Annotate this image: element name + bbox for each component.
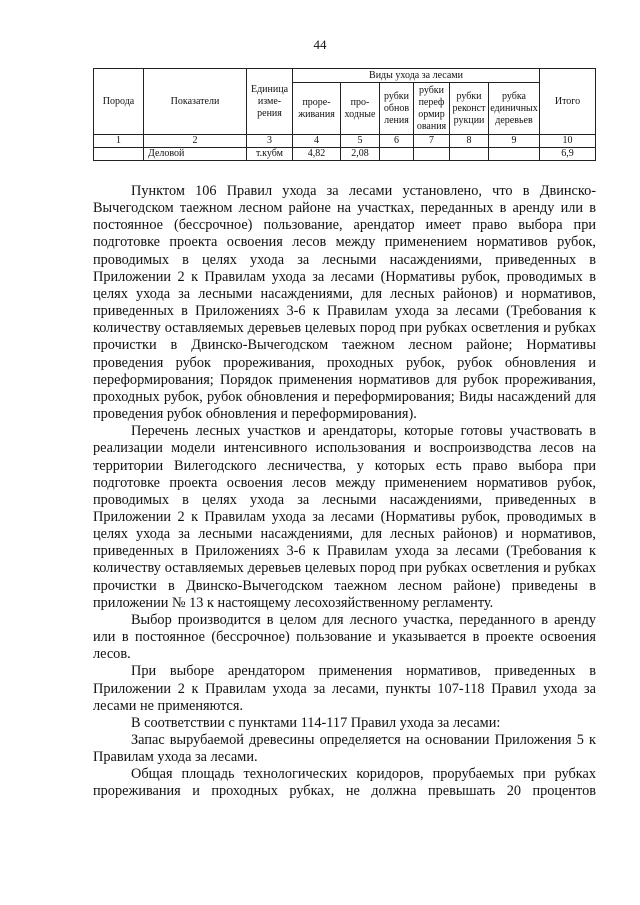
header-total: Итого (540, 69, 596, 135)
paragraph-rule-106: Пунктом 106 Правил ухода за лесами установлено, что в Двинско-Вычегодском таежном лесном районе на участках, переданных в аренду или в постоянное (бессрочное) пользование, арендатор имеет право выбора при подготовке проекта освоения лесов между применением нормативов рубок, проводимых в целях ухода за лесными насаждениями, приведенных в Приложении 2 к Правилам ухода за лесами (Нормативы рубок, проводимых в целях ухода за лесными насаждениями, для лесных районов) и нормативов, приведенных в Приложениях 3-6 к Правилам ухода за лесами (Требования к количеству оставляемых деревьев целевых пород при рубках осветления и рубках прочистки в Двинско-Вычегодском таежном лесном районе; Нормативы проведения рубок прореживания, проходных рубок, рубок обновления и переформирования; Порядок применения нормативов для рубок прореживания, проходных рубок, рубок обновления и переформирования; Виды насаждений для проведения рубок обновления и переформирования). (93, 183, 596, 423)
header-unit: Единица изме- рения (247, 69, 293, 135)
header-species: Порода (94, 69, 144, 135)
cell-indicator: Деловой (144, 148, 247, 161)
cell-renewal (380, 148, 414, 161)
column-number: 6 (380, 135, 414, 148)
cell-reconstruction (450, 148, 489, 161)
column-number: 10 (540, 135, 596, 148)
column-number-row (94, 135, 596, 148)
header-renewal: рубки обнов ления (380, 83, 414, 135)
column-number: 7 (414, 135, 450, 148)
cell-total: 6,9 (540, 148, 596, 161)
column-number: 9 (489, 135, 540, 148)
cell-passage: 2,08 (341, 148, 380, 161)
paragraph-timber-stock: Запас вырубаемой древесины определяется на основании Приложения 5 к Правилам ухода за лесами. (93, 732, 596, 766)
paragraph-appendix-2: При выборе арендатором применения нормативов, приведенных в Приложении 2 к Правилам ухода за лесами, пункты 107-118 Правил ухода за лесами не применяются. (93, 663, 596, 714)
paragraph-points-114-117: В соответствии с пунктами 114-117 Правил ухода за лесами: (131, 714, 501, 731)
header-reformation: рубки переф ормир ования (414, 83, 450, 135)
column-number: 1 (94, 135, 144, 148)
column-number: 4 (293, 135, 341, 148)
paragraph-lessee-list: Перечень лесных участков и арендаторы, которые готовы участвовать в реализации модели интенсивного использования и воспроизводства лесов на территории Вилегодского лесничества, у которых есть право выбора при подготовке проекта освоения лесов между применением нормативов рубок, проводимых в целях ухода за лесными насаждениями, приведенных в Приложении 2 к Правилам ухода за лесами (Нормативы рубок, проводимых в целях ухода за лесными насаждениями, для лесных районов) и нормативов, приведенных в Приложениях 3-6 к Правилам ухода за лесами (Требования к количеству оставляемых деревьев целевых пород при рубках осветления и рубках прочистки в Двинско-Вычегодском таежном лесном районе) приведены в приложении № 13 к настоящему лесохозяйственному регламенту. (93, 423, 596, 611)
header-reconstruction: рубки реконст рукции (450, 83, 489, 135)
cell-unit: т.кубм (247, 148, 293, 161)
paragraph-choice: Выбор производится в целом для лесного участка, переданного в аренду или в постоянное (бессрочное) пользование и указывается в проекте освоения лесов. (93, 611, 596, 663)
column-number: 8 (450, 135, 489, 148)
column-number: 3 (247, 135, 293, 148)
cell-species (94, 148, 144, 161)
page-number: 44 (313, 37, 327, 52)
header-single-trees: рубка единичных деревьев (489, 83, 540, 135)
paragraph-corridors: Общая площадь технологических коридоров, прорубаемых при рубках прореживания и проходных рубках, не должна превышать 20 процентов (93, 766, 596, 800)
header-passage: про- ходные (341, 83, 380, 135)
logging-volume-table (93, 68, 596, 161)
column-number: 2 (144, 135, 247, 148)
cell-reformation (414, 148, 450, 161)
column-number: 5 (341, 135, 380, 148)
header-care-types: Виды ухода за лесами (293, 69, 540, 83)
table-row (94, 148, 596, 161)
cell-thinning: 4,82 (293, 148, 341, 161)
header-thinning: проре- живания (293, 83, 341, 135)
cell-single-trees (489, 148, 540, 161)
header-indicators: Показатели (144, 69, 247, 135)
body-text (93, 183, 596, 801)
